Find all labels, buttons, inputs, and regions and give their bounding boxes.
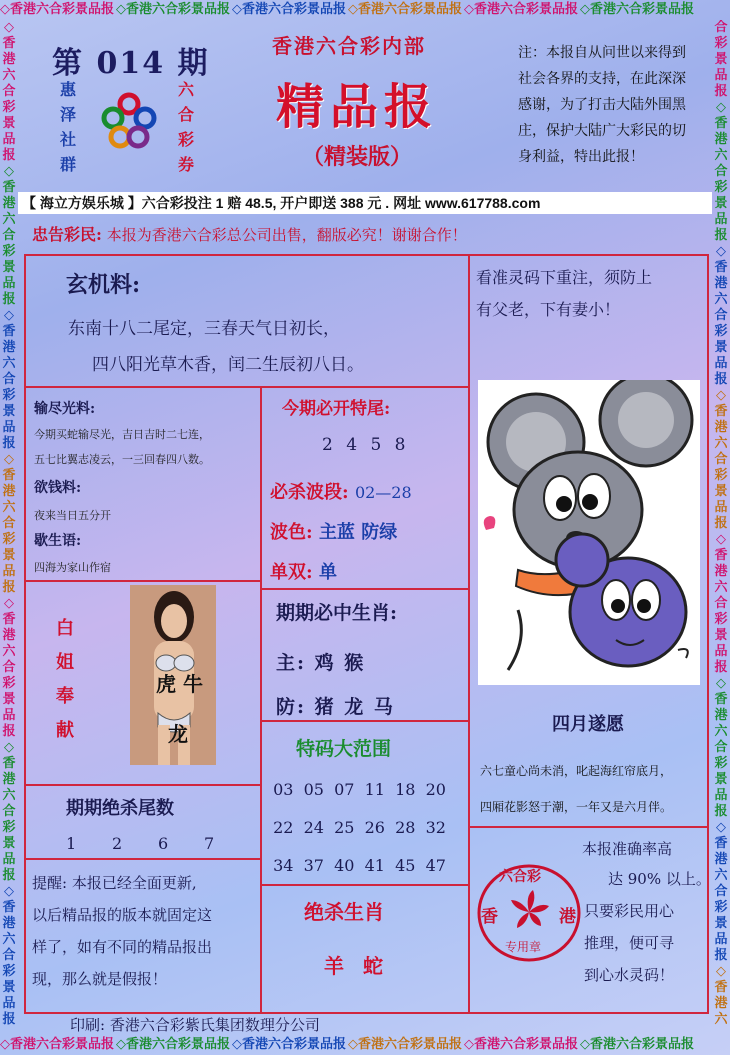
border-char: ◇ [4,884,14,899]
yu-title: 欲钱料: [34,480,82,496]
range-number: 28 [395,818,416,837]
border-char: 彩 [714,900,728,915]
border-char: 报 [714,948,728,963]
reminder-line: 现，那么就是假报！ [32,970,168,988]
note-line: 庄，保护大陆广大彩民的切 [518,123,686,139]
border-char: 合 [714,164,728,179]
border-text: ◇香港六合彩景品报 [0,2,114,17]
border-char: 彩 [714,468,728,483]
border-char: 香 [2,324,16,339]
border-char: 港 [714,420,728,435]
border-char: 彩 [2,820,16,835]
reminder-line: 以后精品报的版本就固定这 [32,906,213,924]
border-char: 报 [714,804,728,819]
wish-title: 四月遂愿 [552,714,624,735]
border-char: 香 [714,548,728,563]
border-char: 香 [714,692,728,707]
border-char: 品 [714,212,728,227]
cartoon-mice-image [478,380,700,685]
zodiac-main: 主: 鸡 猴 [276,652,366,674]
corner-word: 泽 [59,105,76,124]
border-char: 报 [2,868,16,883]
range-number: 37 [303,856,324,875]
kill-zodiac-value: 羊 蛇 [324,954,389,978]
seal-right-text: 港 [559,907,576,927]
kill-tail-number: 6 [158,834,169,853]
border-char: 报 [2,292,16,307]
bisha-label: 必杀波段: [270,482,349,503]
border-char: 香 [2,468,16,483]
range-number: 47 [425,856,446,875]
border-char: 港 [2,916,16,931]
border-char: 香 [714,980,728,995]
border-char: 六 [2,788,16,803]
kill-zodiac-title: 绝杀生肖 [304,900,384,924]
border-char: 报 [2,148,16,163]
range-number: 25 [334,818,355,837]
border-char: ◇ [4,308,14,323]
border-char: 香 [2,36,16,51]
border-char: 品 [714,356,728,371]
border-char: 报 [2,724,16,739]
warning-label: 忠告彩民: [32,225,102,244]
yu-line: 夜来当日五分开 [34,509,111,522]
accuracy-line: 到心水灵码！ [584,966,675,984]
corner-word: 社 [59,130,76,149]
corner-word: 六 [177,80,194,99]
border-char: 景 [714,52,728,67]
bisha-value: 02—28 [354,483,412,502]
special-tail-numbers: 2 4 5 8 [322,435,410,455]
border-char: 港 [714,996,728,1011]
border-char: 合 [2,660,16,675]
border-char: 香 [714,116,728,131]
org-name: 香港六合彩内部 [272,34,426,58]
border-char: ◇ [716,964,726,979]
border-char: 香 [2,612,16,627]
verse-line: 看准灵码下重注，须防上 [476,268,653,287]
border-char: 合 [714,308,728,323]
border-char: 彩 [714,180,728,195]
border-text: ◇香港六合彩景品报 [232,1037,346,1052]
border-char: 景 [714,772,728,787]
border-char: 六 [714,580,728,595]
border-char: 品 [714,932,728,947]
border-char: 彩 [2,532,16,547]
range-number: 11 [364,780,385,799]
xuanji-line: 四八阳光草木香，闰二生辰初八日。 [92,355,364,375]
border-char: 合 [714,740,728,755]
seal-left-text: 香 [481,907,498,927]
divider [260,386,262,1014]
range-row [268,780,451,799]
border-char: 合 [2,228,16,243]
border-char: 景 [2,260,16,275]
border-char: 品 [2,564,16,579]
border-char: 香 [714,404,728,419]
border-char: 彩 [2,244,16,259]
corner-word: 彩 [177,130,194,149]
border-char: 报 [714,228,728,243]
ge-line: 四海为家山作宿 [34,561,111,574]
border-char: ◇ [716,532,726,547]
border-char: 景 [2,980,16,995]
shu-title: 输尽光料: [34,401,96,417]
border-char: 景 [2,404,16,419]
range-number: 40 [334,856,355,875]
border-text: ◇香港六合彩景品报 [464,2,578,17]
border-char: 报 [2,580,16,595]
zodiac-guard: 防: 猪 龙 马 [276,696,395,718]
border-char: 香 [2,900,16,915]
paper-subtitle: （精装版） [302,144,413,170]
border-char: 六 [2,356,16,371]
bottom-border-strip [0,1035,730,1055]
border-text: ◇香港六合彩景品报 [464,1037,578,1052]
border-char: 港 [714,276,728,291]
border-char: 港 [2,628,16,643]
right-border-strip [712,20,730,1035]
border-char: 彩 [2,964,16,979]
border-char: ◇ [716,820,726,835]
border-char: 六 [714,868,728,883]
range-number: 22 [273,818,294,837]
border-char: 六 [2,212,16,227]
border-text: ◇香港六合彩景品报 [580,1037,694,1052]
border-char: 港 [2,196,16,211]
border-char: 六 [2,68,16,83]
reminder-line: 样了，如有不同的精品报出 [32,938,213,956]
top-border-strip [0,0,730,20]
ad-banner[interactable]: 【 海立方娱乐城 】六合彩投注 1 赔 48.5, 开户即送 388 元 . 网址 www.617788.com [18,192,712,214]
border-char: 港 [2,52,16,67]
bisha-row [270,478,412,504]
border-char: 六 [2,932,16,947]
divider [468,826,709,828]
border-char: 景 [714,196,728,211]
border-char: 港 [714,852,728,867]
border-char: 景 [2,548,16,563]
vertical-char: 白 [56,618,74,639]
border-char: 品 [714,788,728,803]
divider [260,588,470,590]
border-text: ◇香港六合彩景品报 [348,2,462,17]
seal-top-text: 六合彩 [499,869,541,885]
note-line: 社会各界的支持，在此深深 [518,71,686,87]
danshuang-value: 单 [318,562,337,583]
border-char: 景 [2,836,16,851]
divider [24,386,470,388]
border-char: ◇ [4,20,14,35]
border-char: 彩 [2,388,16,403]
kill-tail-numbers [66,834,250,853]
note-line: 感谢，为了打击大陆外围黑 [518,97,686,113]
border-char: 景 [714,484,728,499]
warning-line [32,222,467,245]
divider [24,580,262,582]
divider [260,720,470,722]
official-seal [475,862,583,964]
border-text: ◇香港六合彩景品报 [0,1037,114,1052]
divider [24,858,262,860]
border-text: ◇香港六合彩景品报 [116,1037,230,1052]
border-char: 合 [2,372,16,387]
border-char: ◇ [4,452,14,467]
border-char: 品 [2,708,16,723]
border-char: 品 [714,68,728,83]
border-char: 彩 [2,676,16,691]
border-char: 合 [2,516,16,531]
border-char: ◇ [716,676,726,691]
issue-number: 第 014 期 [52,46,210,81]
vertical-char: 奉 [56,686,74,707]
border-char: ◇ [716,100,726,115]
corner-word: 券 [177,155,194,174]
verse-line: 有父老，下有妻小！ [476,300,621,319]
lottery-logo-icon [100,92,158,150]
left-border-strip [0,20,18,1035]
border-char: 港 [2,484,16,499]
border-char: 港 [2,340,16,355]
range-number: 34 [273,856,294,875]
border-char: 六 [714,436,728,451]
border-char: ◇ [716,244,726,259]
border-text: ◇香港六合彩景品报 [580,2,694,17]
border-char: ◇ [4,740,14,755]
tiger-ox-label: 虎 牛 [156,672,203,696]
range-number: 05 [303,780,324,799]
dragon-label: 龙 [168,722,188,746]
range-row [268,856,451,875]
accuracy-line: 达 90% 以上。 [608,870,711,888]
kill-tail-title: 期期绝杀尾数 [66,798,174,819]
zodiac-title: 期期必中生肖: [276,602,398,624]
range-number: 45 [395,856,416,875]
note-line: 身利益，特出此报！ [518,149,644,165]
wish-line: 六七童心尚未消，叱起海红帘底月， [480,764,673,778]
border-char: 品 [2,852,16,867]
border-char: 合 [2,84,16,99]
border-char: 报 [714,372,728,387]
border-char: ◇ [4,596,14,611]
danshuang-row [270,558,337,584]
border-char: 香 [714,836,728,851]
accuracy-line: 推理，便可寻 [584,934,675,952]
accuracy-line: 本报准确率高 [582,840,673,858]
border-char: 合 [2,948,16,963]
kill-tail-number: 1 [66,834,77,853]
border-char: 品 [2,276,16,291]
warning-text: 本报为香港六合彩总公司出售，翻版必究！谢谢合作！ [106,226,467,244]
range-title: 特码大范围 [296,738,392,760]
corner-word: 合 [177,105,194,124]
border-char: 报 [2,436,16,451]
border-char: 品 [2,996,16,1011]
note-line: 注：本报自从问世以来得到 [518,45,686,61]
border-char: 报 [714,84,728,99]
border-char: 合 [714,596,728,611]
border-char: 六 [2,500,16,515]
kill-tail-number: 7 [204,834,215,853]
border-char: 港 [2,772,16,787]
border-char: 景 [714,340,728,355]
range-number: 18 [395,780,416,799]
corner-word: 群 [59,155,76,174]
border-char: 报 [2,1012,16,1027]
border-char: 景 [2,692,16,707]
divider [260,884,470,886]
bose-label: 波色: [270,522,313,543]
range-number: 41 [364,856,385,875]
border-char: 品 [2,132,16,147]
border-char: 彩 [714,756,728,771]
border-char: 合 [2,804,16,819]
border-char: 六 [714,724,728,739]
border-char: 六 [714,148,728,163]
paper-title: 精品报 [276,79,439,135]
border-text: ◇香港六合彩景品报 [348,1037,462,1052]
border-char: 六 [714,292,728,307]
border-char: 六 [714,1012,728,1027]
range-number: 26 [364,818,385,837]
bose-row [270,518,397,544]
border-char: 彩 [2,100,16,115]
seal-bottom-text: 专用章 [505,940,542,954]
range-number: 32 [425,818,446,837]
border-char: 品 [2,420,16,435]
divider [24,784,262,786]
border-text: ◇香港六合彩景品报 [232,2,346,17]
right-top-verse [476,262,706,326]
accuracy-line: 只要彩民用心 [584,902,675,920]
divider [468,254,470,1014]
wish-line: 四厢花影怒于潮，一年又是六月伴。 [480,800,673,814]
border-char: 报 [714,516,728,531]
range-row [268,818,451,837]
border-char: 景 [2,116,16,131]
border-char: 港 [714,708,728,723]
border-char: 香 [714,260,728,275]
border-char: 品 [714,644,728,659]
border-char: 报 [714,660,728,675]
ge-title: 歇生语: [34,533,82,549]
xuanji-line: 东南十八二尾定，三春天气日初长， [68,319,340,339]
vertical-char: 献 [56,720,74,741]
border-text: ◇香港六合彩景品报 [116,2,230,17]
danshuang-label: 单双: [270,562,313,583]
border-char: 港 [714,132,728,147]
border-char: 彩 [714,324,728,339]
range-number: 03 [273,780,294,799]
corner-word: 惠 [59,80,76,99]
range-number: 24 [303,818,324,837]
bose-value: 主蓝 防绿 [318,522,398,543]
border-char: ◇ [716,388,726,403]
header-note [518,40,713,170]
border-char: 景 [714,916,728,931]
vertical-char: 姐 [56,652,74,673]
special-tail-title: 今期必开特尾: [282,399,391,419]
range-number: 20 [425,780,446,799]
border-char: 景 [714,628,728,643]
border-char: 彩 [714,612,728,627]
border-char: 香 [2,180,16,195]
border-char: ◇ [4,164,14,179]
range-number: 07 [334,780,355,799]
border-char: 六 [2,644,16,659]
shu-line: 五七比翼志凌云，一三回春四八数。 [34,453,210,466]
border-char: 合 [714,20,728,35]
border-char: 合 [714,884,728,899]
vertical-text [54,612,76,748]
border-char: 品 [714,500,728,515]
shu-line: 今期买蛇输尽光，吉日吉时二七连， [34,428,210,441]
reminder-line: 提醒: 本报已经全面更新, [32,874,197,892]
border-char: 彩 [714,36,728,51]
border-char: 合 [714,452,728,467]
kill-tail-number: 2 [112,834,123,853]
border-char: 港 [714,564,728,579]
border-char: 香 [2,756,16,771]
bauhinia-icon [511,890,549,928]
print-credit: 印刷: 香港六合彩紫氏集团数理分公司 [70,1016,320,1034]
xuanji-title: 玄机料: [66,272,141,298]
